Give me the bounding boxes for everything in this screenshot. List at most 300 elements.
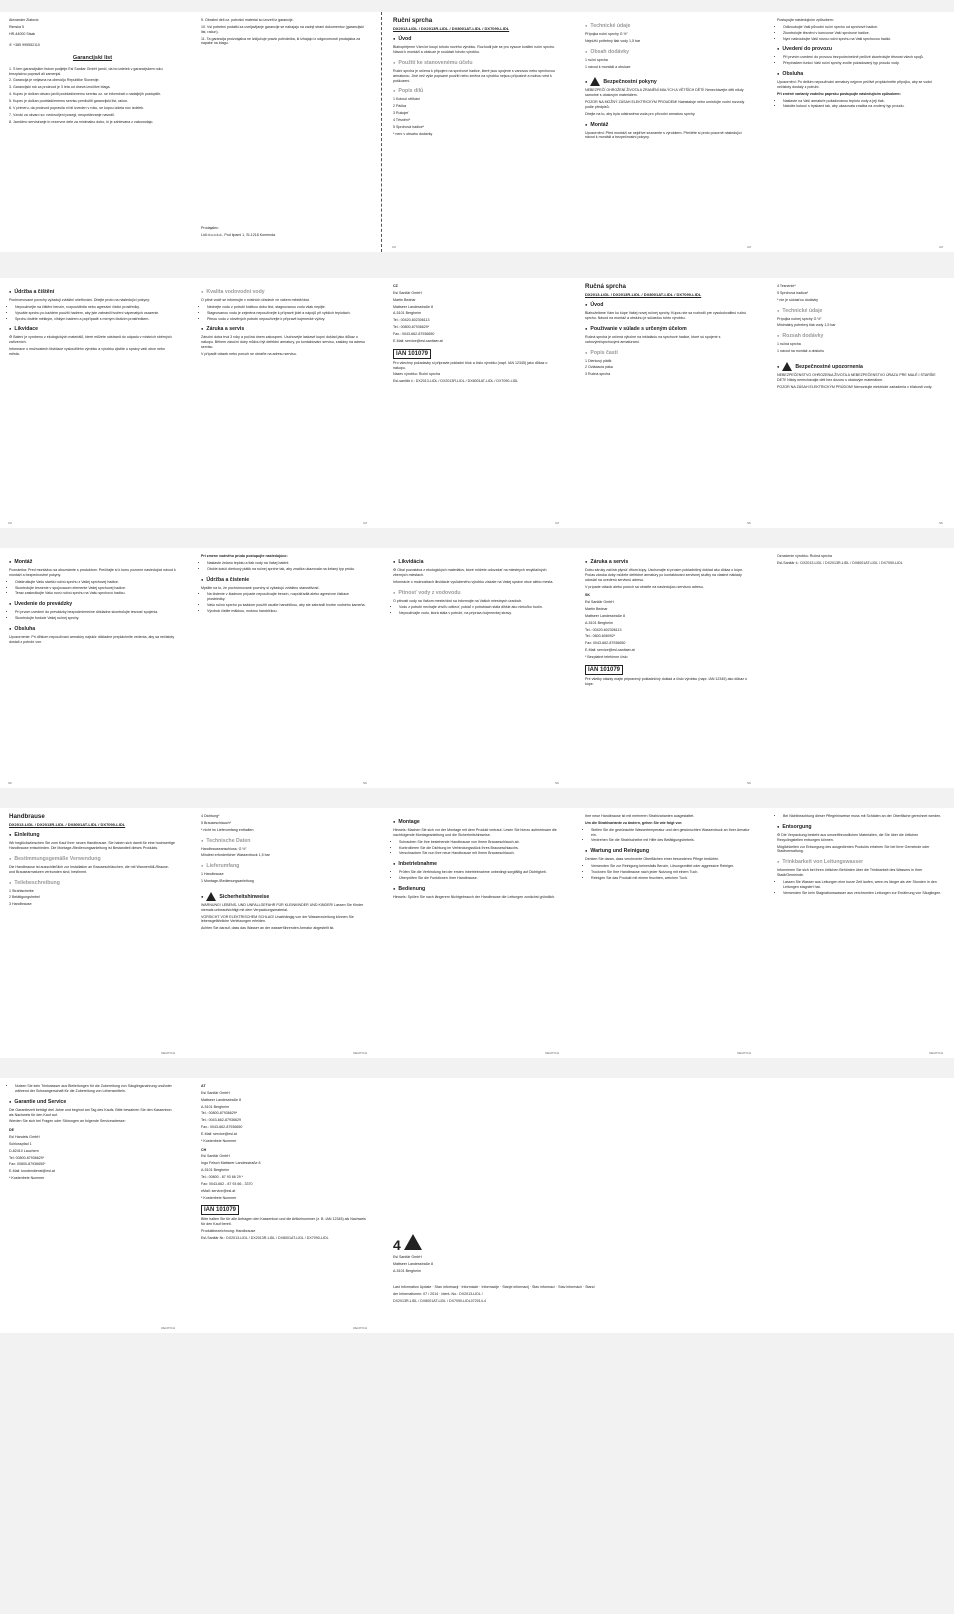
edition-number: 4 [393, 1237, 401, 1253]
warranty-text: V případě otázek nebo poruch se obraťte na adresu servisu. [201, 351, 297, 356]
addr-line: A-5101 Bergheim [201, 1104, 229, 1109]
tech-value: G ½" [813, 316, 822, 321]
section-heading: ● Popis dílů [393, 88, 560, 95]
warranty-item: 10. Vsi potrebni podatki za uveljavljanje garancije se nahajajo na zadnji strani dokumentov (garancijski list, račun). [201, 24, 364, 34]
addr-line: eMail: service@esl.at [201, 1188, 236, 1193]
safety-item: POZOR NA ZÁSAH ELEKTRICKÝM PRÚDOM! Nemontujte elektrické zariadenia v blízkosti vody. [777, 384, 933, 389]
intro-text: Blahopřejeme Vám ke koupi tohoto nového výrobku. Rozhodli jste se pro vysoce kvalitní ruční sprchu. Návod k montáži a obsluze je součástí tohoto výrobku. [393, 45, 556, 55]
cut-line [381, 12, 382, 252]
addr-line: A-5101 Bergheim [393, 1268, 421, 1273]
country-code: AT [201, 1084, 206, 1088]
page-label: DE/AT/CH [161, 1325, 175, 1330]
product-title: Ruční sprcha [393, 17, 433, 24]
warranty-item: 8. Jamčimo servisiranje in rezervne dele za minimalno dobo, ki je zahtevana z zakonodajo. [9, 119, 154, 124]
care-item: • Vysušte sprchu po každém použití hadrem, aby jste zabránili tvoření vápenatých usazenin. [15, 311, 176, 316]
care-item: • Sprchu čistěte měkkým, vlhkým hadrem a popřípadě s mírným čisticím prostředkem. [15, 317, 176, 322]
panel-cz-operation [768, 12, 951, 252]
section-heading: ● Technické údaje [585, 23, 752, 30]
ian-note: Pro všechny požadavky si připravte pokladní blok a číslo výrobku (např. IAN 12345) jako důkaz o nákupu. [393, 360, 548, 370]
addr-line: Mattseer Landesstraße 8 [201, 1097, 241, 1102]
product-label: Produktbezeichnung: Handbrause [201, 1229, 256, 1234]
product-numbers: Esl-Sanitär Nr.: DX2013-LIDL / DX2013R-LIDL / DX8001AT-LIDL / DX7090-LIDL [201, 1235, 329, 1240]
parts-note: * nie je súčasťou dodávky [777, 297, 819, 302]
part-item: 2 Ovládacia páka [585, 365, 613, 370]
page-row-4 [0, 808, 954, 1058]
addr-line: Tel: 00800-87936629* [9, 1155, 45, 1160]
water-item: • Nepoužívajte vodu, ktorá stála v potrubí, na prípravu kojeneckej stravy. [399, 611, 560, 616]
addr-line: Rimska 5 [9, 24, 24, 29]
page-label: DE/AT/CH [353, 1050, 367, 1055]
safety-item: Dbejte na to, aby byla odstraněna voda pro přívodní armaturu sprchy. [585, 111, 696, 116]
step-item: • Verschrauben Sie nun Ihre neue Handbrause mit Ihrem Brauseschlauch. [399, 851, 560, 856]
section-heading: ● Obsluha [9, 626, 176, 633]
addr-line: Fax: 0043-662 - 87 93 66 - 3370 [201, 1181, 253, 1186]
page-label: CZ [939, 244, 943, 249]
country-code: DE [9, 1128, 14, 1133]
phone-number: +385 995552110 [13, 42, 40, 47]
step-item: • Odšroubujte Vaši původní ruční sprchu od sprchové hadice. [783, 25, 944, 30]
section-heading: ● Používanie v súlade s určeným účelom [585, 326, 752, 333]
page-label: CZ [747, 244, 751, 249]
addr-line: A-5101 Bergheim [585, 620, 613, 625]
phone-icon: ✆ [9, 42, 14, 47]
recycle-icon: ♻ [9, 335, 14, 340]
step-item: • Nyní našroubujte Vaši novou ruční sprchu na Vaši sprchovou hadici. [783, 37, 944, 42]
page-row-5 [0, 1078, 954, 1333]
change-item: • Nastavte želanú teplotu a tlak vody na Vašej batérii. [207, 561, 368, 566]
intro-text: Postupujte následujícím způsobem: [777, 18, 834, 22]
page-row-1 [0, 12, 954, 252]
addr-line: Esl Sanitär GmbH [585, 600, 614, 605]
change-item: • Natočte kotouč s tryskami tak, aby ukazovala značka na zvolený typ proudu. [783, 104, 944, 109]
addr-line: * Kostenfreie Nummer [201, 1195, 237, 1200]
warranty-item: 1. S tem garancijskim listom podjetje Esl Sanitar GmbH jamči, da bo izdelek v garancijskem roku brezplačno popravil ali zamenjal. [9, 66, 163, 76]
panel-de-intro [0, 808, 183, 1058]
start-item: • Při prvním uvedení do provozu bezpodmínečně pečlivě zkontrolujte těsnost všech spojů. [783, 55, 944, 60]
warranty-item: 9. Obrabni deli oz. potrošni material so izvzeti iz garancije. [201, 18, 294, 22]
product-title: Handbrause [9, 813, 45, 820]
water-text: O pitnosti vody na Vašom meste/obci sa informujte na Vašich miestnych úradoch. [393, 598, 523, 603]
tech-label: Nejnižší potřebný tlak vody [585, 38, 628, 43]
addr-line: Fax: 00800-87936650* [9, 1162, 46, 1167]
change-item: • Stellen Sie die gewünschte Wassertemperatur und den gewünschten Wasserdruck an Ihrer Armatur ein. [591, 828, 752, 838]
disposal-text: Obal pozostáva z ekologických materiálov, ktoré môžete odovzdať na miestnych recyklačných zberných miestach. [393, 568, 547, 577]
addr-line: * Kostenfreie Nummer [201, 1138, 237, 1143]
change-heading: Pri zmene vodného prúdu postupujte nasledujúco: [201, 554, 288, 558]
warranty-title: Garancijski list [72, 55, 113, 62]
page-label: CZ [8, 520, 12, 525]
care-text: Myslite na to, že pochrómované povrchy si vyžadujú zvláštnu starostlivosť. [201, 585, 320, 590]
section-heading: Bezpečnostní pokyny [603, 79, 657, 86]
panel-back-cover [384, 1078, 684, 1333]
box-item: 1 návod na montáž a obsluhu [777, 349, 825, 354]
box-item: 1 Handbrause [201, 872, 224, 877]
step-item: • Kontrollieren Sie die Dichtung im Verbindungsstück Ihres Brauseschlauchs. [399, 846, 560, 851]
water-item: • Stagnovanou vodu je zejména nepoužívejte k přípravě jídel a nápojů při vyšších teplotách. [207, 311, 368, 316]
tech-label: Přípojka ruční sprchy [585, 32, 619, 37]
step-item: • Schrauben Sie Ihre bestehende Handbrause von Ihrem Brauseschlauch ab. [399, 840, 560, 845]
panel-de-service [0, 1078, 183, 1333]
water-item: • Verwenden Sie kein Stagnationswasser aus verchromten Leitungen zur Ernährung von Säuglingen. [783, 891, 944, 896]
panel-sk-service [576, 548, 759, 788]
section-heading: ● Bestimmungsgemäße Verwendung [9, 856, 176, 863]
section-heading: ● Rozsah dodávky [777, 333, 944, 340]
product-title: Ručná sprcha [585, 283, 626, 290]
tech-label: Mindest erforderlicher Wasserdruck [201, 853, 258, 858]
disposal-text: Balení je vyrobeno z ekologických materiálů, které můžete odstranit do odpadu v místních sběrných zařízeních. [9, 335, 172, 345]
disposal-text: Informácie o možnostiach likvidácie vyslúženého výrobku získate na Vašej správe obce alebo mesta. [393, 579, 554, 584]
warranty-item: 11. Ta garancija proizvajalca ne izključuje pravic potrošnika, ki izhajajo iz odgovornosti prodajalca za napake na blagu. [201, 36, 361, 46]
warranty-text: V prípade otázok alebo porúch sa obráťte na nasledujúcu servisnú adresu. [585, 584, 704, 589]
panel-sk-care [192, 548, 375, 788]
page-label: SK [8, 780, 13, 785]
section-heading: ● Popis častí [585, 350, 752, 357]
change-item: • Verdrehen Sie die Strahlscheibe mit Hilfe des Betätigungshebels. [591, 838, 752, 843]
product-label: Název výrobku: Ruční sprcha [393, 372, 440, 377]
part-item: 2 Betätigungshebel [9, 895, 40, 900]
addr-line: Mattseer Landesstraße 8 [393, 1261, 433, 1266]
section-heading: ● Kvalita vodovodní vody [201, 289, 368, 296]
box-item: 1 Montage-/Bedienungsanleitung [201, 879, 254, 884]
water-item: • Nutzen Sie kein Trinkwasser aus Bleileitungen für die Zubereitung von Säuglingsnahrung und/oder während der Schwangerschaft für die Zubereitung von Lebensmitteln. [15, 1084, 176, 1094]
step-item: • Skontrolujte tesnenie v spojovacom elemente Vašej sprchovej hadice. [15, 586, 176, 591]
addr-line: D-82410 Lauchern [9, 1148, 39, 1153]
warning-icon [590, 77, 600, 86]
warranty-item: 7. Vzroki za okvaro so: nedovoljeni posegi, neupoštevanje navodil. [9, 112, 115, 117]
page-label: SK [746, 780, 751, 785]
addr-line: Tel.: 00800-87936629* [393, 325, 430, 330]
addr-line: E-Mail: service@esl-sanitaer.at [585, 648, 635, 653]
use-text: Ručná sprcha je určená výlučne na inštaláciu na sprchové hadice, ktoré sú spojené s vaňovými/sprchovými armatúrami. [585, 334, 721, 344]
panel-sk-intro [576, 278, 759, 528]
change-item: • Otočte kotúč dierkový plátik na ručnej sprche tak, aby značka ukazovala na želaný typ prúdu. [207, 567, 368, 572]
panel-sk-tech [768, 278, 951, 528]
section-heading: ● Údržba a čistenie [201, 577, 368, 584]
warranty-text: Die Garantiezeit beträgt drei Jahre und beginnt am Tag des Kaufs. Bitte bewahren Sie den Kassenbon als Nachweis für den Kauf auf. [9, 1107, 172, 1117]
section-heading: ● Montage [393, 819, 560, 826]
panel-warranty-cont [192, 12, 375, 252]
parts-note: * není v obsahu dodávky [393, 131, 433, 136]
ian-number: IAN 101079 [585, 665, 623, 675]
montage-text: Hinweis: Machen Sie sich vor der Montage mit dem Produkt vertraut. Lesen Sie hierzu aufmerksam die nachfolgende Montageanleitung und die Sicherheitshinweise. [393, 828, 557, 837]
info-line: DX2013R-LIDL / DX8001AT-LIDL / DX7090-LIDL072014-4 [393, 1299, 486, 1304]
step-item: • Zkontrolujte těsnění v koncovce Vaší sprchové hadice. [783, 31, 944, 36]
country-code: SK [585, 593, 590, 598]
recycle-icon: ♻ [777, 832, 782, 837]
montage-text: Poznámka: Pred montážou sa oboznámte s produktom. Prečítajte si k tomu pozorne nasledujúci návod k montáži a bezpečnostné pokyny. [9, 568, 176, 577]
addr-line: Alexander Zlatovic [9, 18, 39, 22]
care-item: • Nepoužívejte na čištění benzín, rozpouštědla nebo agresivní čisticí prostředky. [15, 305, 176, 310]
start-item: • Pri prvom uvedení do prevádzky bezpodmienečne dôkladne skontrolujte tesnosť spojenia. [15, 610, 176, 615]
panel-at-ch-service [192, 1078, 375, 1333]
addr-line: Esl Sanitär GmbH [201, 1090, 230, 1095]
ian-number: IAN 101079 [201, 1205, 239, 1215]
use-text: Die Handbrause ist ausschließlich zur Installation an Brauseschläuchen, die mit Wannenfüll-/Brause- und Brausearmaturen verbunden sind, bestimmt. [9, 864, 170, 874]
section-heading: ● Lieferumfang [201, 863, 368, 870]
part-item: 5 Sprchová hadica* [777, 290, 809, 295]
safety-item: NEBEZPEČENSTVO OHROZENIA ŽIVOTA A NEBEZPEČENSTVO ÚRAZU PRE MALÉ I STARŠIE DETI! Nikdy nenechávajte deti bez dozoru s obalovým materiálom. [777, 372, 936, 382]
section-heading: ● Bedienung [393, 886, 560, 893]
section-heading: ● Entsorgung [777, 824, 944, 831]
addr-line: Tel.: 00420-602306113 [585, 627, 622, 632]
recycle-icon: ♻ [393, 568, 398, 573]
montage-text: Upozornění: Před montáží se nejdříve seznamte s výrobkem. Přečtěte si proto pozorně následující návod k montáži a bezpečnostní pokyny. [585, 130, 742, 140]
page-label: SK [746, 520, 751, 525]
intro-text: Wir beglückwünschen Sie zum Kauf Ihrer neuen Handbrause. Sie haben sich damit für eine hochwertige Handbrause entschieden. Die Montage-/Bedienungsanleitung ist Bestandteil dieses Produkts. [9, 841, 176, 851]
addr-line: Fax: 0043-662-87936650 [585, 641, 626, 646]
section-heading: ● Obsah dodávky [585, 49, 752, 56]
page-label: DE/AT/CH [353, 1325, 367, 1330]
operation-text: Hinweis: Spülen Sie nach längerem Nichtgebrauch der Handbrause die Leitungen zunächst gründlich. [393, 894, 556, 899]
part-item: 5 Sprchová hadice* [393, 124, 425, 129]
start-item: • Prüfen Sie die Verbindung bei der ersten Inbetriebnahme unbedingt sorgfältig auf Dichtigkeit. [399, 870, 560, 875]
step-item: • Teraz zaskrutkujte Vašu novú ručnú sprchu na Vašu sprchovú hadicu. [15, 591, 176, 596]
addr-line: Mattseer Landesstraße 8 [585, 613, 625, 618]
ian-number: IAN 101079 [393, 349, 431, 359]
start-item: • Přepínačem funkcí Vaší ruční sprchy zvolte požadovaný typ proudu vody. [783, 61, 944, 66]
section-heading: ● Pitnosť vody z vodovodu [393, 590, 560, 597]
section-heading: ● Montáž [9, 559, 176, 566]
safety-item: VORSICHT VOR ELEKTRISCHEM SCHLAG! Unabhängig von der Wasserzuleitung können Sie lebensgefährliche Verletzungen erleiden. [201, 914, 354, 924]
section-heading: ● Wartung und Reinigung [585, 848, 752, 855]
addr-line: Esl Sanitär GmbH [201, 1154, 230, 1159]
warranty-item: 5. Kupec je dolžan pooblaščenemu servisu predložiti garancijski list, račun. [9, 99, 129, 104]
addr-line: E-Mail: kundendienst@esl.at [9, 1169, 55, 1174]
warning-icon [206, 892, 216, 901]
operation-text: Upozornění: Po delším nepoužívání armatury nejprve pečlivě propláchněte přípojku, aby se vodní nečistoty dostaly z potrubí. [777, 80, 933, 89]
tech-label: Minimálny potrebný tlak vody [777, 323, 824, 328]
page-label: SK [362, 780, 367, 785]
box-item: 1 návod k montáži a obsluze [585, 64, 631, 69]
page-label: DE/AT/CH [929, 1050, 943, 1055]
safety-item: NEBEZPEČÍ OHROŽENÍ ŽIVOTA A ZRANĚNÍ MALÝCH A VĚTŠÍCH DĚTÍ! Nenechávejte děti nikdy samotné s obalovým materiálem. [585, 88, 744, 98]
ian-note: Pre všetky otázky majte pripravený pokladničný doklad a číslo výrobku (napr. IAN 12345) ako dôkaz o kúpe. [585, 676, 748, 686]
safety-item: WARNUNG! LEBENS- UND UNFALLGEFAHR FÜR KLEINKINDER UND KINDER! Lassen Sie Kinder niemals unbeaufsichtigt mit dem Verpackungsmaterial. [201, 902, 364, 912]
start-item: • Überprüfen Sie die Funktionen Ihrer Handbrause. [399, 876, 560, 881]
section-heading: ● Garantie und Service [9, 1099, 176, 1106]
water-item: • Nechejte vodu z potrubí krátkou dobu téci, stagnovanou vodu však nepijte. [207, 305, 368, 310]
warranty-text: Werden Sie sich bei Fragen oder Störungen an folgende Serviceadresse: [9, 1119, 126, 1124]
addr-line: Tel.: 0800-606092* [585, 634, 616, 639]
panel-de-tech [192, 808, 375, 1058]
water-item: • Lassen Sie Wasser aus Leitungen eine kurze Zeit laufen, wenn es länger als vier Stunden in den Leitungen stagniert hat. [783, 880, 944, 890]
section-heading: ● Trinkbarkeit von Leitungswasser [777, 859, 944, 866]
section-heading: ● Údržba a čištění [9, 289, 176, 296]
panel-sk-montage [0, 548, 183, 788]
addr-line: Tel.: 00800 - 87 93 66 29 * [201, 1174, 244, 1179]
part-item: 1 Dierkový plátik [585, 358, 612, 363]
disposal-text: Möglichkeiten zur Entsorgung des ausgedienten Produkts erfahren Sie bei Ihrer Gemeinde oder Stadtverwaltung. [777, 844, 930, 854]
panel-sk-disposal [384, 548, 567, 788]
addr-line: * Kostenfreie Nummer [9, 1176, 45, 1181]
section-heading: ● Záruka a servis [201, 326, 368, 333]
product-label: Označenie výrobku: Ručná sprcha [777, 554, 832, 558]
seller-address: Lidl d.o.o.k.d., Pod lipami 1, SI-1218 Komenda [201, 233, 276, 238]
section-heading: ● Montáž [585, 122, 752, 129]
addr-line: E-Mail: service@esl-sanitaer.at [393, 338, 443, 343]
warranty-text: Dobu záruky začíná plynúť dňom kúpy. Uschovajte si prosím pokladničný doklad ako dôkaz o kúpe. Počas záruka doby môžete defektné armatúry po kontaktovaní servisnej služby na vlastné náklady odoslať na uvedenú servisnú adresu. [585, 568, 744, 582]
addr-line: Fax.: 0043-662-87936650 [201, 1125, 243, 1130]
panel-de-montage [384, 808, 567, 1058]
change-heading: Při změně varianty vodního paprsku postupujte následujícím způsobem: [777, 91, 901, 96]
page-row-3 [0, 548, 954, 788]
part-item: 5 Brauseschlauch* [201, 820, 231, 825]
country-code: CH [201, 1147, 207, 1152]
model-numbers: DX2013-LIDL / DX2013R-LIDL / DX8001AT-LIDL / DX7090-LIDL [585, 291, 702, 297]
part-item: 3 Handbrause [9, 902, 32, 907]
section-heading: ● Použití ke stanovenému účelu [393, 60, 560, 67]
care-note: • Bei Nichtbeachtung dieser Pflegehinweise muss mit Schäden an der Oberfläche gerechnet werden. [783, 814, 944, 819]
addr-line: Schlosspfad 1 [9, 1141, 32, 1146]
warranty-text: Záruční doba trvá 3 roky a počíná dnem zakoupení. Uschovejte laskavě kupní doklad jako důkaz o nákupu. Během záruční doby můžou být defektní armatury, po kontaktování servisu, zaslány na adresu servisu. [201, 335, 365, 350]
tech-value: 1,5 bar [824, 323, 836, 328]
info-line: Last Information Update · Stan informacji · Informácie · Informacije · Stanje informacij · Stav informací · Stav informácií · Stand [393, 1285, 595, 1290]
disposal-text: Die Verpackung besteht aus umweltfreundlichen Materialien, die Sie über die örtlichen Recyclingstellen entsorgen können. [777, 832, 919, 842]
start-item: • Skontrolujte funkcie Vašej ručnej sprchy. [15, 616, 176, 621]
page-label: CZ [555, 520, 559, 525]
panel-cz-service [384, 278, 567, 528]
panel-de-care [576, 808, 759, 1058]
water-item: • Pitnou vodu z olověných potrubí nepoužívejte k přípravě kojenecké výživy. [207, 317, 368, 322]
change-item: • Nastavte na Vaší armatuře požadovanou teplotu vody a její tlak. [783, 99, 944, 104]
section-heading: ● Uvedení do provozu [777, 46, 944, 53]
seller-label: Prodajalec: [201, 226, 219, 231]
addr-line: Tel.: 00420-602306113 [393, 318, 430, 323]
addr-line: HR-44000 Sisak [9, 31, 36, 36]
disposal-text: Informace o možnostech likvidace vysloužilého výrobku a výrobku zjistíte u správy vaší obce nebo města. [9, 347, 166, 356]
warranty-item: 2. Garancija je veljavna na območju Republike Slovenije. [9, 78, 100, 83]
section-heading: ● Likvidace [9, 326, 176, 333]
section-heading: ● Uvedenie do prevádzky [9, 601, 176, 608]
addr-line: * Bezplatné telefónne číslo [585, 654, 628, 659]
addr-line: Fax.: 0043-662-87936650 [393, 331, 435, 336]
panel-warranty-slovenia [0, 12, 183, 252]
section-heading: ● Obsluha [777, 71, 944, 78]
warning-icon [782, 362, 792, 371]
section-heading: ● Technische Daten [201, 838, 368, 845]
use-text: Ruční sprcha je určena k připojení na sprchové hadice, které jsou spojené s vanovou nebo sprchovou armaturou. Jiné než výše popsané použití nebo změna na výrobku nejsou přípustné a mohou vést k poškození. [393, 68, 555, 83]
page-row-2 [0, 278, 954, 528]
box-item: 1 ruční sprcha [585, 57, 608, 62]
care-text: Denken Sie daran, dass verchromte Oberflächen einer besonderen Pflege bedürfen. [585, 857, 720, 862]
page-label: SK [938, 520, 943, 525]
addr-line: Tel.: 0043-662-87936629 [201, 1118, 241, 1123]
panel-cz-tech [576, 12, 759, 252]
warranty-item: 6. V primeru, da proizvod popravila ni bil izveden v roku, se kupcu izdela nov izdelek. [9, 105, 145, 110]
care-item: • Reinigen Sie das Produkt mit einem feuchten, weichen Tuch. [591, 876, 752, 881]
part-item: 2 Páčka [393, 104, 406, 109]
addr-line: Martin Bednar [393, 297, 416, 302]
country-code: CZ [393, 284, 398, 288]
part-item: 1 Kotouč stříkání [393, 97, 420, 102]
water-text: O pitné vodě se informujte v místních úřadech ve vašem městě/obci. [201, 298, 311, 303]
care-item: • Na čistenie v žiadnom prípade nepoužívajte benzín, rozpúšťadlá alebo agresívne čistiace prostriedky. [207, 592, 368, 602]
care-item: • Verwenden Sie zur Reinigung keinesfalls Benzin, Lösungsmittel oder aggressive Reiniger. [591, 864, 752, 869]
panel-cz-water [192, 278, 375, 528]
page-label: DE/AT/CH [161, 1050, 175, 1055]
product-numbers: Esl-sanitär č.: DX2013-LIDL / DX2013R-LIDL / DX8001AT-LIDL / DX7090-LIDL [393, 379, 519, 384]
tech-label: Prípojka ručnej sprchy [777, 316, 813, 321]
operation-text: Upozornenie: Pri dlhšom nepoužívaní armatúry najskôr dôkladne prepláchnite vedenia, aby sa nečistoty dostali z potrubí von. [9, 634, 175, 644]
addr-line: Martin Bednar [585, 607, 608, 612]
addr-line: Esl Sanitär GmbH [393, 1254, 422, 1259]
part-item: 4 Dichtung* [201, 814, 220, 818]
warranty-item: 3. Garancijski rok za proizvod je 3 leta od dneva izročitve blaga. [9, 85, 111, 90]
warranty-item: 4. Kupec je dolžan okvaro javiti pooblaščenemu servisu oz. se informirati o nadaljnjih postopkih. [9, 92, 162, 97]
part-item: 1 Strahlscheibe [9, 888, 34, 893]
page-label: CZ [363, 520, 367, 525]
care-item: • Vašu ručnú sprchu po každom použití osušte handričkou, aby ste zabránili tvorbe vodného kameňa. [207, 603, 368, 608]
care-item: • Trocknen Sie Ihre Handbrause nach jeder Nutzung mit einem Tuch. [591, 870, 752, 875]
section-heading: ● Likvidácia [393, 559, 560, 566]
safety-item: POZOR NA MOŽNÝ ZÁSAH ELEKTRICKÝM PROUDEM! Nainstaluje nebo umísťujte vodní rozvody podle předpisů. [585, 100, 745, 109]
panel-de-disposal [768, 808, 951, 1058]
part-item: 4 Těsnění* [393, 118, 411, 122]
ian-note: Bitte halten Sie für alle Anfragen den Kassenbon und die Artikelnummer (z. B. IAN 12345) als Nachweis für den Kauf bereit. [201, 1217, 366, 1227]
page-label: DE/AT/CH [545, 1050, 559, 1055]
parts-note: * nicht im Lieferumfang enthalten [201, 827, 254, 832]
addr-line: Esl Sanitär GmbH [393, 290, 422, 295]
change-heading: Um die Strahlvariante zu ändern, gehen Sie wie folgt vor: [585, 820, 683, 825]
box-item: 1 ručná sprcha [777, 342, 801, 347]
intro-text: Blahoželáme Vám ku kúpe Vašej novej ručnej sprchy. Kúpou ste sa rozhodli pre vysokokvalitnú ručnú sprchu. Návod na montáž a obsluhu je súčasťou tohto výrobku. [585, 311, 747, 321]
addr-line: E-Mail: service@esl.at [201, 1131, 237, 1136]
water-item: • Vodu z potrubí nechajte chvíľu odtiecť, pokiaľ v potrubiach stála dlhšie ako niekoľko hodín. [399, 605, 560, 610]
tech-value: 1,5 bar [628, 38, 641, 43]
section-heading: ● Úvod [585, 302, 752, 309]
triangle-logo-icon [404, 1234, 422, 1250]
tech-value: G ½" [238, 846, 247, 851]
panel-cz-intro [384, 12, 567, 252]
section-heading: ● Technické údaje [777, 308, 944, 315]
info-line: der Informationen: 07 / 2014 · Ident.-No.: DX2013-LIDL / [393, 1292, 483, 1297]
addr-line: A-5101 Bergheim [201, 1168, 229, 1173]
page-label: DE/AT/CH [737, 1050, 751, 1055]
section-heading: ● Einleitung [9, 832, 176, 839]
safety-item: Achten Sie darauf, dass das Wasser an der wasserführenden Armatur abgestellt ist. [201, 926, 335, 931]
product-numbers: Esl-Sanitär č.: DX2013-LIDL / DX2013R-LIDL / DX8001AT-LIDL / DX7090-LIDL [777, 560, 903, 565]
care-text: Pochromované povrchy vyžadují zvláštní ošetřování. Dbejte proto na následující pokyny: [9, 298, 151, 303]
panel-sk-product [768, 548, 951, 788]
water-text: Informieren Sie sich bei Ihren örtlichen Behörden über die Trinkbarkeit des Wassers in Ihrer Stadt/Gemeinde. [777, 868, 923, 878]
part-item: 4 Tesnenie* [777, 284, 796, 288]
addr-line: Tel.: 00800-87936629* [201, 1111, 238, 1116]
addr-line: Mattseer Landesstraße 8 [393, 304, 433, 309]
part-item: 3 Ručná sprcha [585, 372, 611, 377]
part-item: 3 Rukojeť [393, 111, 409, 116]
tech-label: Handbrauseanschluss: [201, 846, 238, 851]
addr-line: Ingo Felsch Mattseer Landesstraße 8 [201, 1161, 261, 1166]
care-item: • Výrobok čistite mäkkou, mokrou handričkou. [207, 609, 368, 614]
model-numbers: DX2013-LIDL / DX2013R-LIDL / DX8001AT-LIDL / DX7090-LIDL [9, 821, 126, 827]
page-label: SK [554, 780, 559, 785]
section-heading: ● Úvod [393, 36, 560, 43]
model-numbers: DX2013-LIDL / DX2013R-LIDL / DX8001AT-LIDL / DX7090-LIDL [393, 25, 510, 31]
step-item: • Odskrutkujte Vašu staršiu ručnú sprchu z Vašej sprchovej hadice. [15, 580, 176, 585]
addr-line: Esl Handels GmbH [9, 1135, 40, 1140]
section-heading: ● Inbetriebnahme [393, 861, 560, 868]
section-heading: Sicherheitshinweise [219, 893, 270, 900]
panel-cz-care [0, 278, 183, 528]
tech-value: G ½" [619, 32, 628, 37]
tech-value: 1,5 bar [258, 853, 270, 858]
addr-line: A-5101 Bergheim [393, 311, 421, 316]
page-label: CZ [392, 244, 396, 249]
section-heading: ● Teilebeschreibung [9, 880, 176, 887]
section-heading: ● Záruka a servis [585, 559, 752, 566]
section-heading: Bezpečnostné upozornenia [795, 363, 863, 370]
intro-text: Ihre neue Handbrause ist mit mehreren Strahlvarianten ausgestattet. [585, 814, 695, 818]
